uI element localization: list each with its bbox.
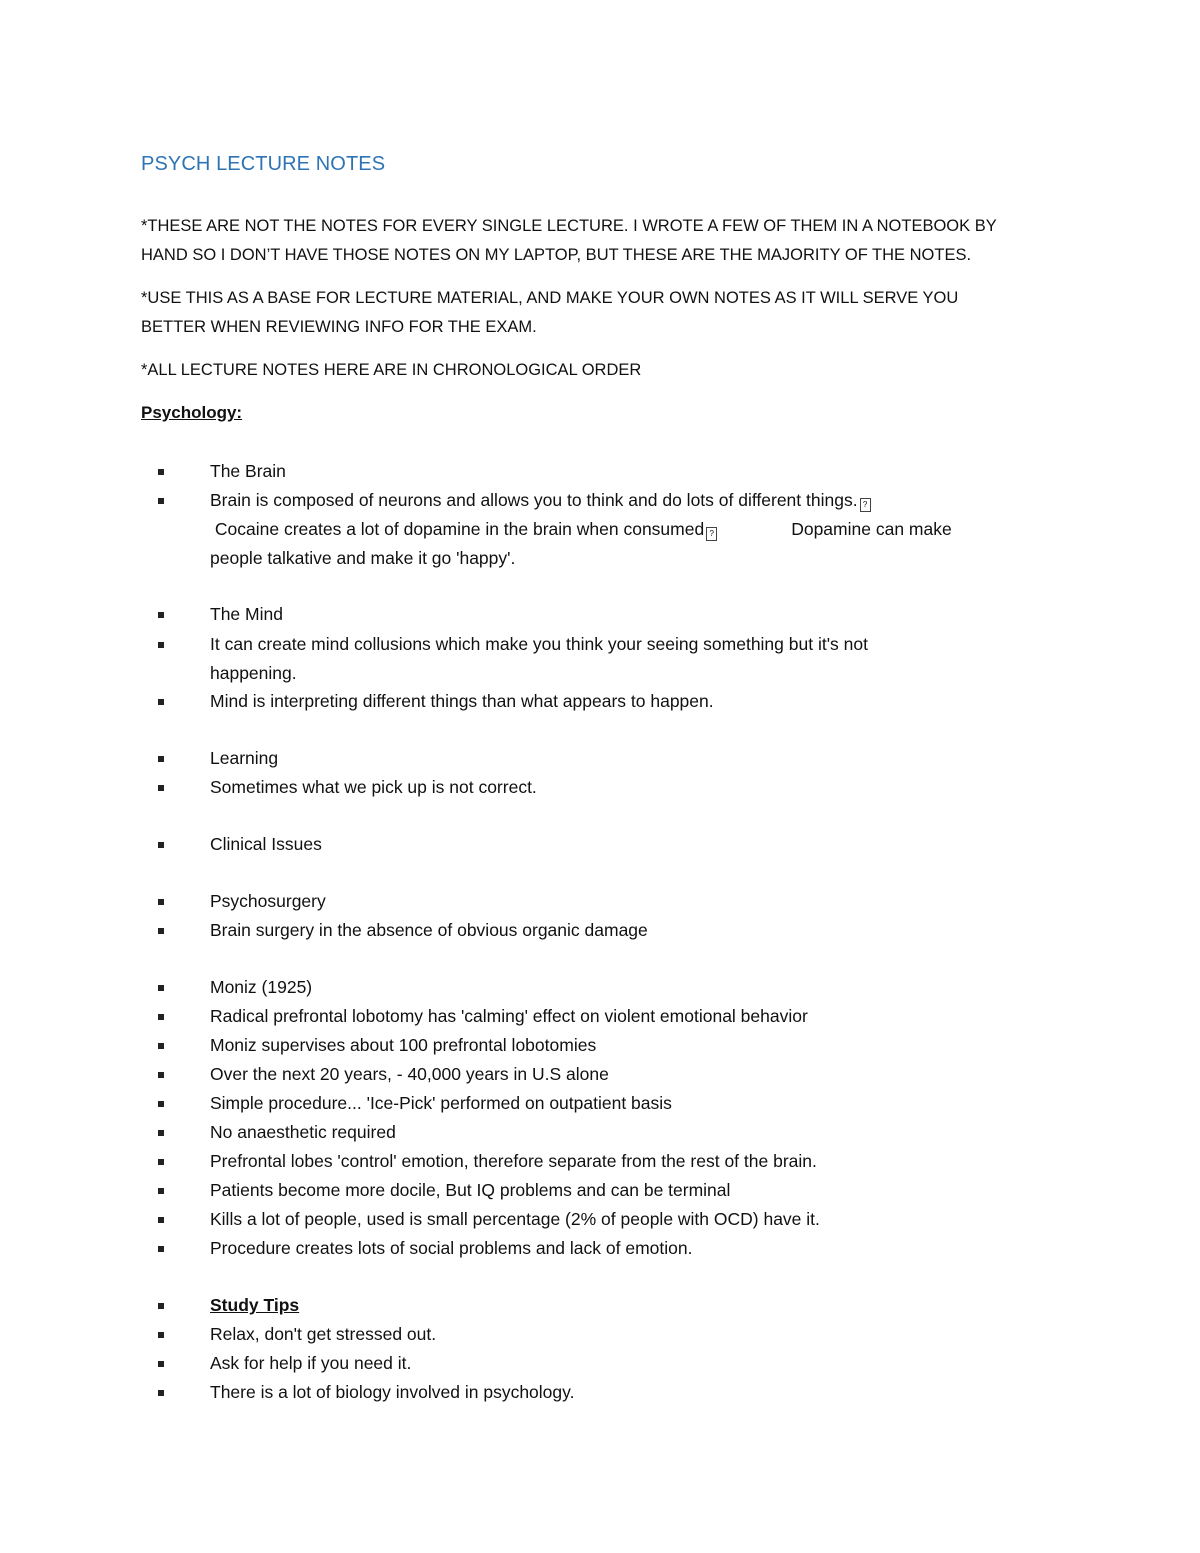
list-item-text: Patients become more docile, But IQ problems and can be terminal: [210, 1180, 731, 1200]
list-item-text: [210, 630, 1060, 688]
missing-glyph-icon: ?: [706, 527, 717, 541]
bullet-icon: [158, 1332, 164, 1338]
brain-text-4: people talkative and make it go 'happy'.: [210, 548, 516, 568]
list-item-text: The Mind: [210, 604, 283, 624]
section-heading-psychology: Psychology:: [141, 403, 243, 422]
list-item-text: Ask for help if you need it.: [210, 1353, 412, 1373]
intro-paragraph-3: [141, 356, 1071, 385]
mind-text-line-1: It can create mind collusions which make you think your seeing something but it's not: [210, 634, 868, 654]
brain-text-2: Cocaine creates a lot of dopamine in the brain when consumed: [214, 519, 705, 539]
bullet-icon: [158, 1361, 164, 1367]
list-item-text: Psychosurgery: [210, 891, 326, 911]
list-item-text: Mind is interpreting different things than what appears to happen.: [210, 691, 714, 711]
list-item-text: Clinical Issues: [210, 834, 322, 854]
bullet-icon: [158, 899, 164, 905]
bullet-icon: [158, 985, 164, 991]
bullet-icon: [158, 612, 164, 618]
list-item-text: Moniz supervises about 100 prefrontal lobotomies: [210, 1035, 597, 1055]
bullet-icon: [158, 1072, 164, 1078]
list-item-text: [210, 486, 1060, 573]
bullet-icon: [158, 928, 164, 934]
bullet-icon: [158, 1043, 164, 1049]
bullet-icon: [158, 1130, 164, 1136]
list-item-text: Procedure creates lots of social problems and lack of emotion.: [210, 1238, 693, 1258]
bullet-icon: [158, 498, 164, 504]
study-tips-heading: Study Tips: [210, 1295, 300, 1315]
intro-paragraph-2: [141, 284, 1071, 341]
bullet-icon: [158, 469, 164, 475]
list-item-text: Simple procedure... 'Ice-Pick' performed on outpatient basis: [210, 1093, 672, 1113]
list-item-text: Prefrontal lobes 'control' emotion, therefore separate from the rest of the brain.: [210, 1151, 817, 1171]
bullet-icon: [158, 1217, 164, 1223]
bullet-icon: [158, 642, 164, 648]
list-item-text: Kills a lot of people, used is small percentage (2% of people with OCD) have it.: [210, 1209, 820, 1229]
list-item-text: Brain surgery in the absence of obvious organic damage: [210, 920, 648, 940]
list-item-text: Radical prefrontal lobotomy has 'calming' effect on violent emotional behavior: [210, 1006, 808, 1026]
intro-3-line-1: *ALL LECTURE NOTES HERE ARE IN CHRONOLOGICAL ORDER: [141, 361, 642, 379]
bullet-icon: [158, 1014, 164, 1020]
bullet-icon: [158, 699, 164, 705]
list-item-text: Learning: [210, 748, 279, 768]
list-item-text: There is a lot of biology involved in psychology.: [210, 1382, 575, 1402]
missing-glyph-icon: ?: [860, 498, 871, 512]
intro-paragraph-1: [141, 212, 1071, 269]
bullet-icon: [158, 1390, 164, 1396]
intro-2-line-1: *USE THIS AS A BASE FOR LECTURE MATERIAL, AND MAKE YOUR OWN NOTES AS IT WILL SERVE YOU: [141, 289, 959, 307]
list-item-text: Relax, don't get stressed out.: [210, 1324, 437, 1344]
intro-2-line-2: BETTER WHEN REVIEWING INFO FOR THE EXAM.: [141, 317, 537, 336]
bullet-icon: [158, 1246, 164, 1252]
bullet-icon: [158, 1303, 164, 1309]
bullet-icon: [158, 785, 164, 791]
list-item-text: Over the next 20 years, - 40,000 years in U.S alone: [210, 1064, 609, 1084]
bullet-icon: [158, 756, 164, 762]
intro-1-line-1: *THESE ARE NOT THE NOTES FOR EVERY SINGLE LECTURE. I WROTE A FEW OF THEM IN A NOTEBOOK BY: [141, 217, 997, 235]
mind-text-line-2: happening.: [210, 663, 297, 683]
list-item-text: The Brain: [210, 461, 286, 481]
bullet-icon: [158, 1188, 164, 1194]
brain-text-1: Brain is composed of neurons and allows you to think and do lots of different things.: [210, 490, 858, 510]
list-item-text: Moniz (1925): [210, 977, 313, 997]
bullet-icon: [158, 1101, 164, 1107]
bullet-icon: [158, 842, 164, 848]
intro-1-line-2: HAND SO I DON’T HAVE THOSE NOTES ON MY LAPTOP, BUT THESE ARE THE MAJORITY OF THE NOTES.: [141, 245, 972, 264]
document-title: PSYCH LECTURE NOTES: [141, 153, 386, 175]
list-item-text: Sometimes what we pick up is not correct.: [210, 777, 537, 797]
brain-text-3: Dopamine can make: [791, 519, 952, 539]
bullet-icon: [158, 1159, 164, 1165]
list-item-text: No anaesthetic required: [210, 1122, 396, 1142]
